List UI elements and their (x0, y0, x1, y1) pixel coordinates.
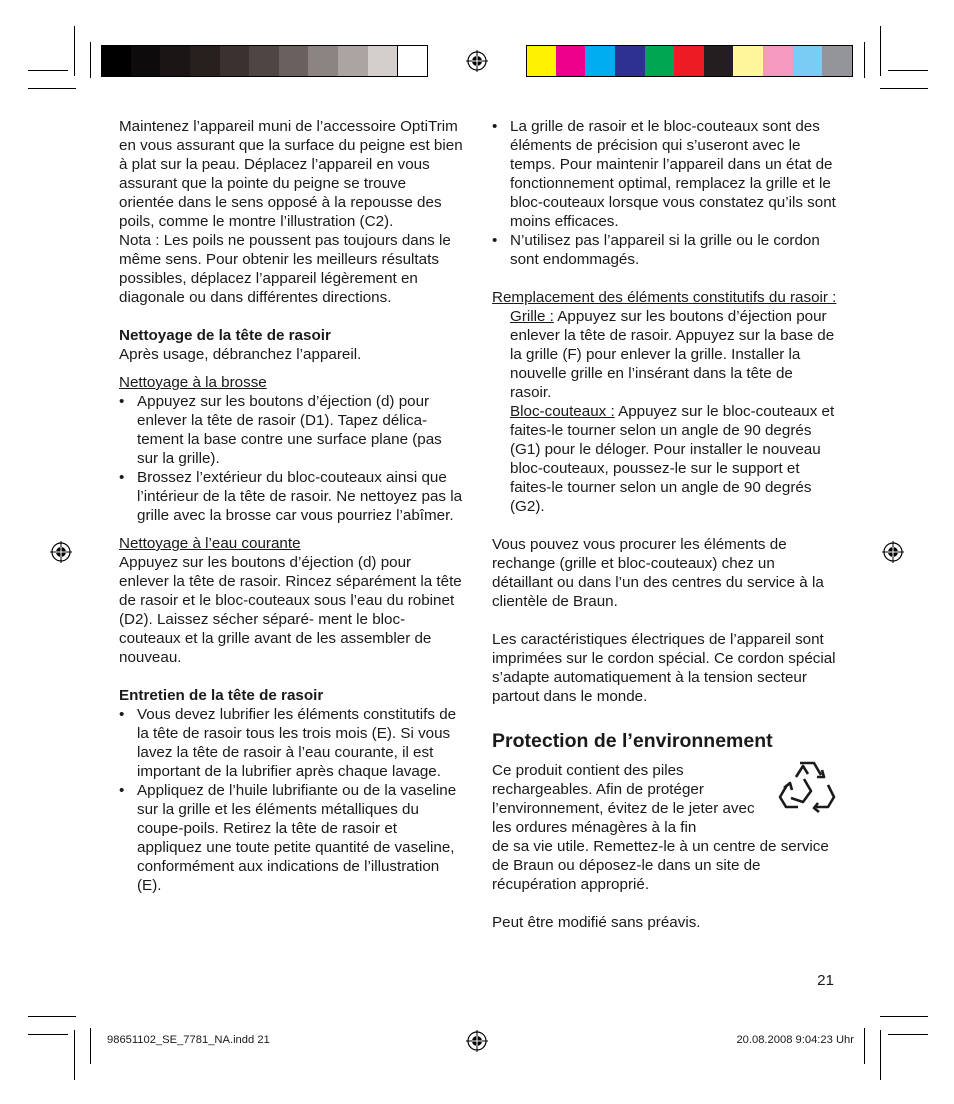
gray-swatch (190, 46, 220, 76)
water-heading: Nettoyage à l’eau courante (119, 535, 301, 552)
registration-mark-icon (466, 50, 488, 72)
maintenance-heading: Entretien de la tête de rasoir (119, 687, 324, 704)
file-slug: 98651102_SE_7781_NA.indd 21 (107, 1034, 270, 1046)
brush-heading: Nettoyage à la brosse (119, 374, 267, 391)
bullet-icon: • (119, 469, 125, 486)
parts-paragraph: Vous pouvez vous procurer les éléments de rechange (grille et bloc-couteaux) chez un détaillant ou dans l’un des centres du service à la clientèle de Braun. (492, 536, 824, 610)
gray-swatch (131, 46, 161, 76)
crop-mark (880, 1016, 928, 1017)
environment-heading: Protection de l’environnement (492, 730, 773, 752)
cleaning-heading: Nettoyage de la tête de rasoir (119, 327, 331, 344)
list-item (119, 781, 464, 895)
crop-mark (90, 1028, 91, 1064)
gray-color-bar (101, 45, 428, 77)
intro-paragraph: Maintenez l’appareil muni de l’accessoire OptiTrim en vous assurant que la surface du peigne est bien à plat sur la peau. Déplacez l’appareil en vous assurant que la pointe du peigne se trouve orientée dans le sens opposé à la repousse des poils, comme le montre l’illustration (C2). (119, 118, 463, 230)
left-column (119, 117, 464, 895)
crop-mark (74, 26, 75, 76)
crop-mark (28, 70, 68, 71)
crop-mark (28, 88, 76, 89)
color-swatch (822, 46, 852, 76)
crop-mark (28, 1016, 76, 1017)
right-column (492, 117, 837, 932)
list-item (119, 468, 464, 525)
brush-item-2: Brossez l’extérieur du bloc-couteaux ainsi que l’intérieur de la tête de rasoir. Ne nettoyez pas la grille avec la brosse car vous pourriez l’abîmer. (137, 469, 463, 524)
registration-mark-icon (50, 541, 72, 563)
grille-label: Grille : (510, 308, 554, 325)
color-swatch (793, 46, 823, 76)
crop-mark (880, 1030, 881, 1080)
maintenance-item-1: Vous devez lubrifier les éléments constitutifs de la tête de rasoir tous les trois mois (E). Si vous lavez la tête de rasoir à l’eau courante, il est important de la lubrifier après chaque lavage. (137, 706, 457, 780)
recycle-icon (776, 755, 838, 817)
gray-swatch (249, 46, 279, 76)
crop-mark (74, 1030, 75, 1080)
color-swatch (704, 46, 734, 76)
nota-paragraph: Nota : Les poils ne poussent pas toujours dans le même sens. Pour obtenir les meilleurs résultats possibles, déplacez l’appareil légèrement en diagonale ou dans différentes directions. (119, 232, 451, 306)
color-swatch (674, 46, 704, 76)
crop-mark (864, 1028, 865, 1064)
bullet-icon: • (119, 782, 125, 799)
bullet-icon: • (492, 232, 498, 249)
gray-swatch (220, 46, 250, 76)
crop-mark (864, 42, 865, 78)
water-text: Appuyez sur les boutons d’éjection (d) pour enlever la tête de rasoir. Rincez séparément la tête de rasoir et le bloc-couteaux sous l’eau du robinet (D2). Laissez sécher séparé- ment le bloc-couteaux et la grille avant de les assembler de nouveau. (119, 554, 462, 666)
replacement-heading: Remplacement des éléments constitutifs du rasoir : (492, 289, 837, 306)
color-swatch (615, 46, 645, 76)
grille-text: Appuyez sur les boutons d’éjection pour enlever la tête de rasoir. Appuyez sur la base de la grille (F) pour enlever la grille. Installer la nouvelle grille en l’insérant dans la tête de rasoir. (510, 308, 835, 401)
gray-swatch (102, 46, 131, 76)
color-swatch (556, 46, 586, 76)
grille-paragraph (492, 307, 837, 402)
bullet-icon: • (119, 706, 125, 723)
color-swatch (733, 46, 763, 76)
registration-mark-icon (466, 1030, 488, 1052)
notice-text: Peut être modifié sans préavis. (492, 914, 701, 931)
list-item (119, 392, 464, 468)
crop-mark (28, 1034, 68, 1035)
page-number: 21 (817, 972, 834, 989)
electric-paragraph: Les caractéristiques électriques de l’appareil sont imprimées sur le cordon spécial. Ce cordon spécial s’adapte automatiquement à la tension secteur partout dans le monde. (492, 631, 836, 705)
color-swatch (763, 46, 793, 76)
bloc-text: Appuyez sur le bloc-couteaux et faites-le tourner selon un angle de 90 degrés (G1) pour le déloger. Pour installer le nouveau bloc-couteaux, poussez-le sur le support et faites-le tourner selon un angle de 90 degrés (G2). (510, 403, 835, 515)
crop-mark (888, 70, 928, 71)
precision-item: La grille de rasoir et le bloc-couteaux sont des éléments de précision qui s’useront avec le temps. Pour maintenir l’appareil dans un état de fonctionnement optimal, remplacez la grille et le bloc-couteaux lorsque vous constatez qu’ils sont moins efficaces. (510, 118, 836, 230)
gray-swatch (368, 46, 398, 76)
damage-item: N’utilisez pas l’appareil si la grille ou le cordon sont endommagés. (510, 232, 820, 268)
cleaning-text: Après usage, débranchez l’appareil. (119, 346, 362, 363)
list-item (119, 705, 464, 781)
gray-swatch (308, 46, 338, 76)
process-color-bar (526, 45, 853, 77)
crop-mark (880, 88, 928, 89)
registration-mark-icon (882, 541, 904, 563)
color-swatch (645, 46, 675, 76)
list-item (492, 231, 837, 269)
maintenance-item-2: Appliquez de l’huile lubrifiante ou de la vaseline sur la grille et les éléments métalliques du coupe-poils. Retirez la tête de rasoir et appliquez une toute petite quantité de vaseline, conformément aux indications de l’illustration (E). (137, 782, 457, 894)
bloc-paragraph (492, 402, 837, 516)
bloc-label: Bloc-couteaux : (510, 403, 615, 420)
crop-mark (888, 1034, 928, 1035)
environment-block (492, 761, 837, 894)
environment-text-b: de sa vie utile. Remettez-le à un centre de service de Braun ou déposez-le dans un site de récupération approprié. (492, 838, 829, 893)
timestamp-slug: 20.08.2008 9:04:23 Uhr (736, 1034, 854, 1046)
gray-swatch (160, 46, 190, 76)
color-swatch (585, 46, 615, 76)
gray-swatch (397, 46, 427, 76)
gray-swatch (279, 46, 309, 76)
bullet-icon: • (492, 118, 498, 135)
crop-mark (90, 42, 91, 78)
list-item (492, 117, 837, 231)
environment-text-a: Ce produit contient des piles rechargeables. Afin de protéger l’environnement, évitez de le jeter avec les ordures ménagères à la fin (492, 762, 755, 836)
gray-swatch (338, 46, 368, 76)
brush-item-1: Appuyez sur les boutons d’éjection (d) pour enlever la tête de rasoir (D1). Tapez délica- tement la base contre une surface plane (pas sur la grille). (137, 393, 442, 467)
color-swatch (527, 46, 556, 76)
bullet-icon: • (119, 393, 125, 410)
crop-mark (880, 26, 881, 76)
